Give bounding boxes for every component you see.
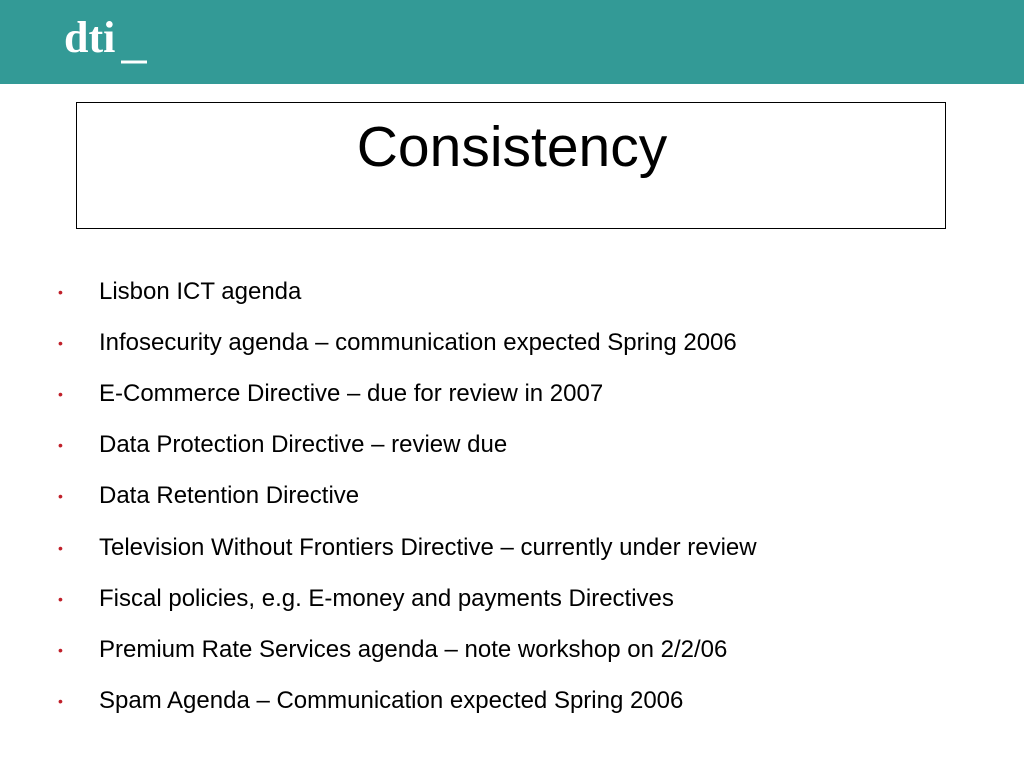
bullet-text: Spam Agenda – Communication expected Spring 2006 xyxy=(99,687,684,715)
bullet-text: Infosecurity agenda – communication expected Spring 2006 xyxy=(99,328,737,356)
bullet-icon: • xyxy=(58,539,63,556)
bullet-icon: • xyxy=(58,334,63,351)
dti-logo xyxy=(63,12,153,72)
list-item xyxy=(58,420,978,471)
list-item xyxy=(58,317,978,368)
list-item xyxy=(58,266,978,317)
bullet-icon: • xyxy=(58,693,63,710)
dti-logo-mark xyxy=(63,12,153,72)
list-item xyxy=(58,624,978,675)
list-item xyxy=(58,676,978,727)
bullet-text: Lisbon ICT agenda xyxy=(99,277,302,305)
header-bar xyxy=(0,0,1024,84)
bullet-text: Premium Rate Services agenda – note workshop on 2/2/06 xyxy=(99,635,728,663)
bullet-icon: • xyxy=(58,437,63,454)
bullet-icon: • xyxy=(58,385,63,402)
bullet-icon: • xyxy=(58,641,63,658)
list-item xyxy=(58,471,978,522)
bullet-icon: • xyxy=(58,590,63,607)
bullet-text: Data Retention Directive xyxy=(99,482,360,510)
bullet-text: Television Without Frontiers Directive – currently under review xyxy=(99,533,757,561)
bullet-list xyxy=(58,266,978,727)
list-item xyxy=(58,368,978,419)
list-item xyxy=(58,522,978,573)
bullet-text: Data Protection Directive – review due xyxy=(99,431,508,459)
bullet-icon: • xyxy=(58,283,63,300)
dti-logo-text: dti xyxy=(64,13,116,62)
bullet-text: E-Commerce Directive – due for review in 2007 xyxy=(99,379,604,407)
bullet-icon: • xyxy=(58,488,63,505)
slide-title: Consistency xyxy=(356,115,668,179)
list-item xyxy=(58,573,978,624)
bullet-text: Fiscal policies, e.g. E-money and payments Directives xyxy=(99,584,674,612)
